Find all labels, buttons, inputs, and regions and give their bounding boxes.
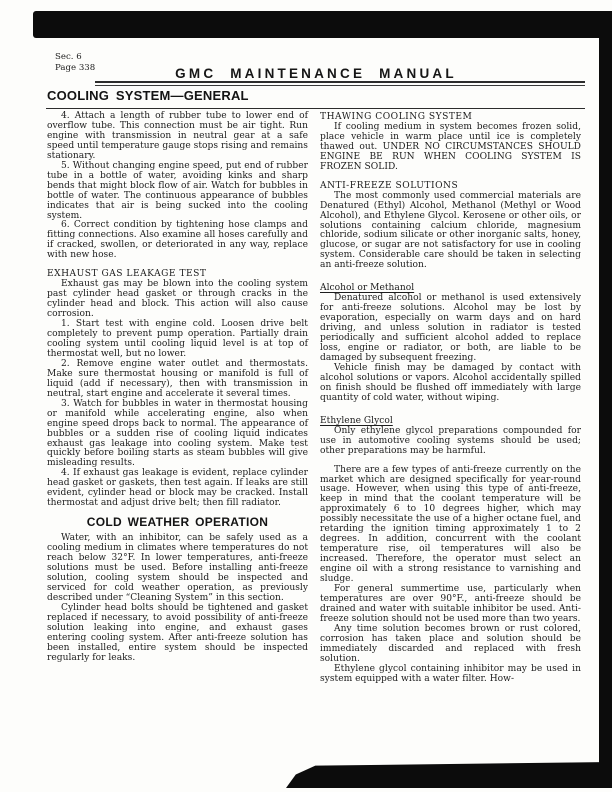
left-column [47,112,308,685]
header-double-rule [95,81,585,86]
paragraph: 1. Start test with engine cold. Loosen drive belt completely to prevent pump operation. Partially drain cooling system until cooling liquid level is at top of thermostat well, but no lower. [47,319,308,359]
paragraph: 4. Attach a length of rubber tube to lower end of overflow tube. This connection must be air tight. Run engine with transmission in neutral gear at a safe speed until temperature gauge stops rising and remains stationary. [47,111,308,161]
subsection-heading: ANTI-FREEZE SOLUTIONS [320,180,459,191]
paragraph: Ethylene glycol containing inhibitor may be used in system equipped with a water filter. How- [320,663,581,684]
paragraph: For general summertime use, particularly when temperatures are over 90°F., anti-freeze should be drained and water with suitable inhibitor be used. Anti-freeze solution should not be used more than two years. [320,583,581,624]
paragraph: 3. Watch for bubbles in water in thermostat housing or manifold while accelerating engine, also when engine speed drops back to normal. The appearance of bubbles or a sudden rise of cooling liquid indicates exhaust gas leakage into cooling system. Make test quickly before boiling starts as steam bubbles will give misleading results. [47,398,308,469]
body-columns [47,112,581,685]
paragraph: 4. If exhaust gas leakage is evident, replace cylinder head gasket or gaskets, then test again. If leaks are still evident, cylinder head or block may be cracked. Install thermostat and adjust drive belt; then fill radiator. [47,468,308,509]
paragraph: Vehicle finish may be damaged by contact with alcohol solutions or vapors. Alcohol accidentally spilled on finish should be flushed off immediately with large quantity of cold water, without wiping. [320,362,581,403]
page-title-rule [46,108,585,109]
page-title: COOLING SYSTEM—GENERAL [47,88,249,103]
page-number: Page 338 [55,62,96,73]
paragraph: Denatured alcohol or methanol is used extensively for anti-freeze solutions. Alcohol may be lost by evaporation, especially on warm days and on hard driving, and unless solution in radiator is tested periodically and sufficient alcohol added to replace loss, engine or radiator, or both, are liable to be damaged by subsequent freezing. [320,293,581,363]
scan-artifact-bottom-bar [286,762,612,788]
paragraph: 6. Correct condition by tightening hose clamps and fitting connections. Also examine all hoses carefully and if cracked, swollen, or deteriorated in any way, replace with new hose. [47,220,308,261]
centered-heading: COLD WEATHER OPERATION [86,515,269,530]
scan-artifact-top-bar [33,11,612,38]
manual-title: GMC MAINTENANCE MANUAL [175,66,457,81]
paragraph: There are a few types of anti-freeze currently on the market which are designed specifically for year-round usage. However, when using this type of anti-freeze, keep in mind that the coolant temperature will be approximately 6 to 10 degrees higher, which may possibly necessitate the use of a higher octane fuel, and retarding the ignition timing approximately 1 to 2 degrees. In addition, concurrent with the coolant temperature rise, oil temperatures will also be increased. Therefore, the operator must select an engine oil with a strong resistance to varnishing and sludge. [320,464,581,585]
paragraph: Cylinder head bolts should be tightened and gasket replaced if necessary, to avoid possibility of anti-freeze solution leaking into engine, and exhaust gases entering cooling system. After anti-freeze solution has been installed, entire system should be inspected regularly for leaks. [47,602,308,663]
paragraph: 5. Without changing engine speed, put end of rubber tube in a bottle of water, avoiding kinks and sharp bends that might block flow of air. Watch for bubbles in bottle of water. The continuous appearance of bubbles indicates that air is being sucked into the cooling system. [47,160,308,221]
paragraph: Only ethylene glycol preparations compounded for use in automotive cooling systems should be used; other preparations may be harmful. [320,425,581,456]
paragraph: Exhaust gas may be blown into the cooling system past cylinder head gasket or through cracks in the cylinder head and block. This action will also cause corrosion. [47,279,308,320]
paragraph: If cooling medium in system becomes frozen solid, place vehicle in warm place until ice is completely thawed out. UNDER NO CIRCUMSTANCES SHOULD ENGINE BE RUN WHEN COOLING SYSTEM IS FROZEN SOLID. [320,121,581,172]
subsection-heading: THAWING COOLING SYSTEM [320,112,473,122]
underlined-heading: Alcohol or Methanol [320,283,415,294]
scan-artifact-right-bar [599,30,612,766]
subsection-heading: EXHAUST GAS LEAKAGE TEST [47,269,207,280]
paragraph: Any time solution becomes brown or rust colored, corrosion has taken place and solution should be immediately discarded and replaced with fresh solution. [320,623,581,664]
paragraph: Water, with an inhibitor, can be safely used as a cooling medium in climates where temperatures do not reach below 32°F. In lower temperatures, anti-freeze solutions must be used. Before installing anti-freeze solution, cooling system should be inspected and serviced for cold weather operation, as previously described under “Cleaning System” in this section. [47,533,308,603]
paragraph: 2. Remove engine water outlet and thermostats. Make sure thermostat housing or manifold is full of liquid (add if necessary), then with transmission in neutral, start engine and accelerate it several times. [47,358,308,399]
right-column [320,112,581,685]
section-number: Sec. 6 [55,52,82,62]
paragraph: The most commonly used commercial materials are Denatured (Ethyl) Alcohol, Methanol (Methyl or Wood Alcohol), and Ethylene Glycol. Kerosene or other oils, or solutions containing calcium chloride, magnesium chloride, sodium silicate or other inorganic salts, honey, glucose, or sugar are not satisfactory for use in cooling system. Considerable care should be taken in selecting an anti-freeze solution. [320,190,581,271]
underlined-heading: Ethylene Glycol [320,415,393,426]
